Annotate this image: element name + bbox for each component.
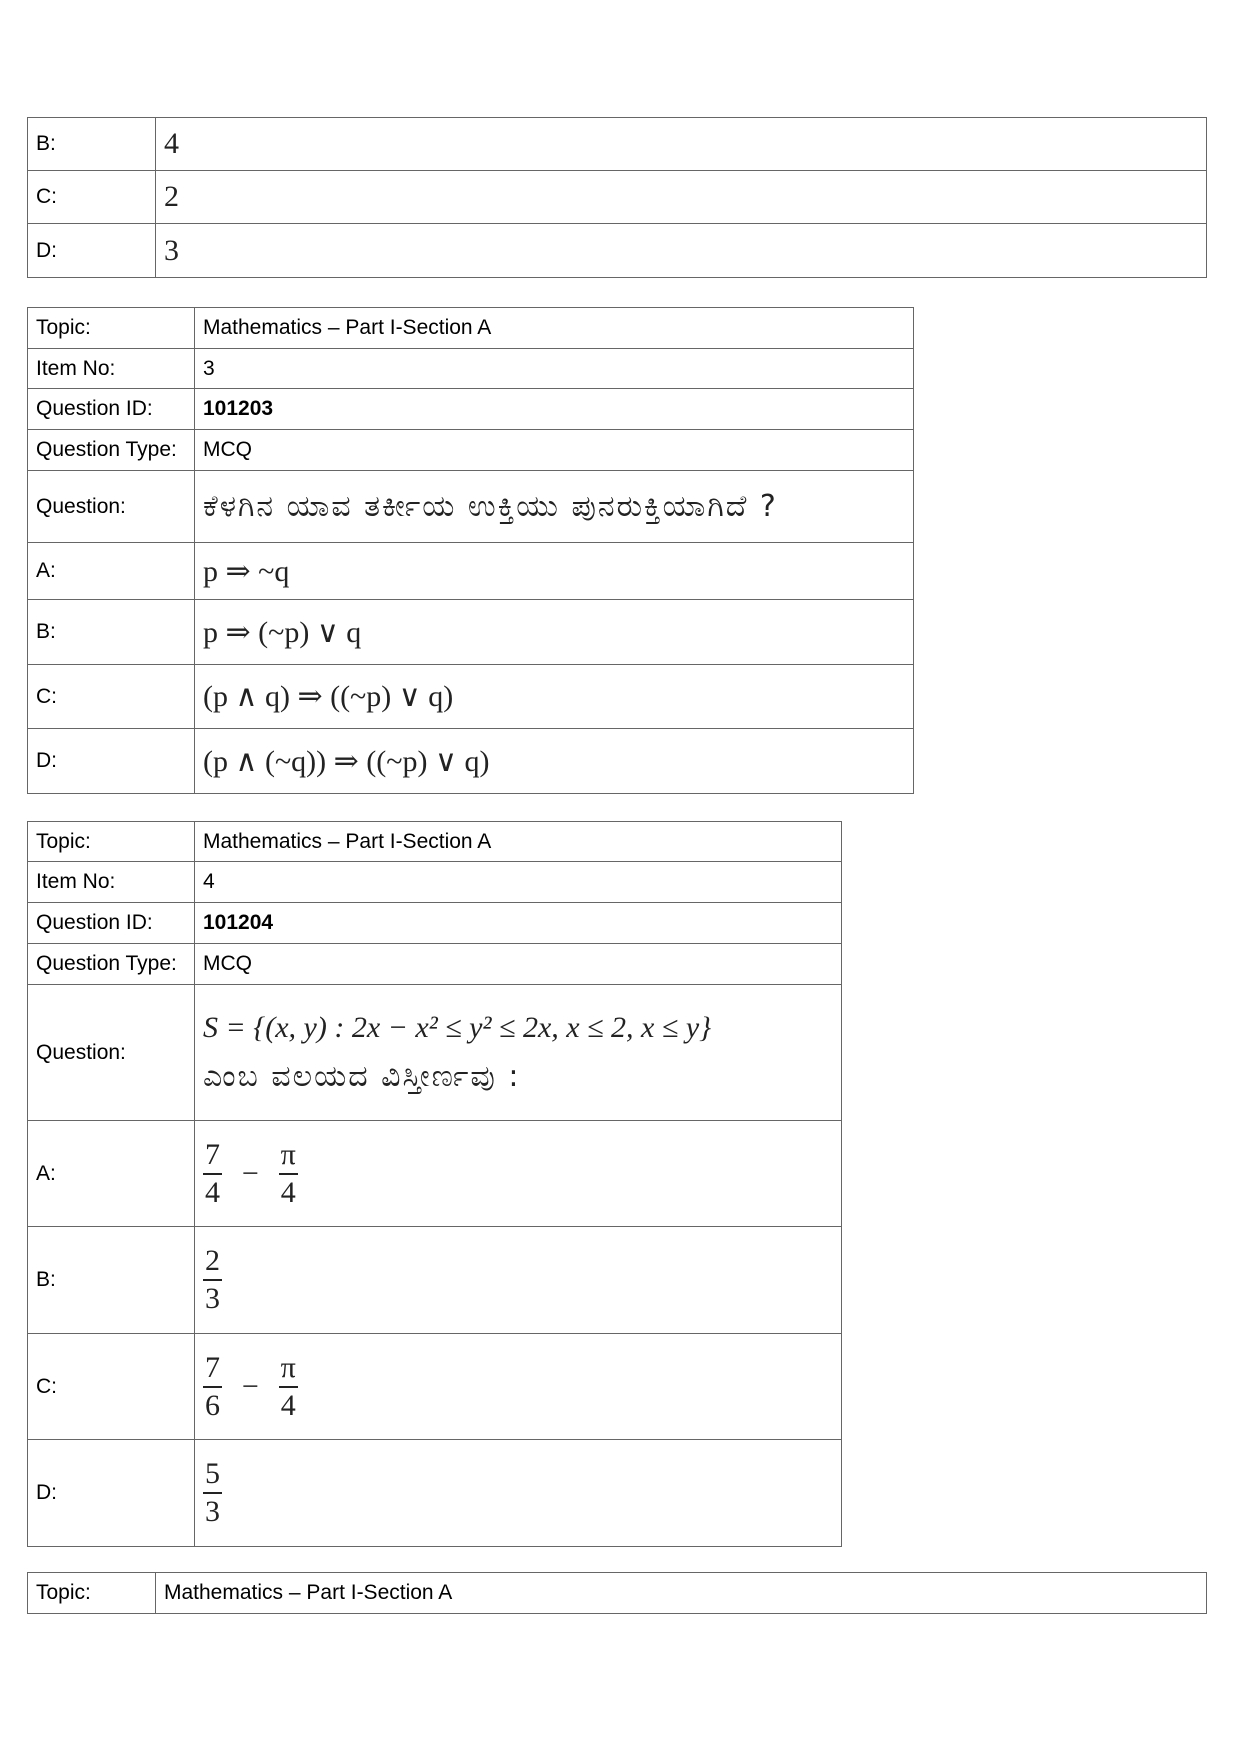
option-label: C: xyxy=(28,171,156,224)
question-type-label: Question Type: xyxy=(28,430,195,471)
option-row-c xyxy=(28,665,914,729)
topic-label: Topic: xyxy=(28,1573,156,1614)
topic-value: Mathematics – Part I-Section A xyxy=(195,308,914,349)
question-5-table xyxy=(27,1572,1207,1614)
denominator: 3 xyxy=(205,1282,220,1315)
question-label: Question: xyxy=(28,985,195,1121)
topic-value: Mathematics – Part I-Section A xyxy=(195,822,842,862)
option-value xyxy=(195,1121,842,1227)
minus-sign: − xyxy=(241,1369,259,1403)
option-row-c xyxy=(28,1334,842,1440)
previous-question-options-table xyxy=(27,117,1207,278)
topic-row xyxy=(28,822,842,862)
option-label: A: xyxy=(28,543,195,600)
topic-row xyxy=(28,308,914,349)
question-id-label: Question ID: xyxy=(28,903,195,944)
item-no-row xyxy=(28,349,914,389)
question-text: ಎಂಬ ವಲಯದ ವಿಸ್ತೀರ್ಣವು : xyxy=(203,1059,521,1094)
item-no-value: 4 xyxy=(195,862,842,903)
numerator: 7 xyxy=(203,1350,222,1388)
question-set-definition: S = {(x, y) : 2x − x² ≤ y² ≤ 2x, x ≤ 2, x ≤ y} xyxy=(203,1011,712,1044)
option-label: B: xyxy=(28,1227,195,1334)
option-value xyxy=(195,1440,842,1547)
item-no-row xyxy=(28,862,842,903)
option-value xyxy=(195,1334,842,1440)
question-id-value: 101204 xyxy=(195,903,842,944)
question-label: Question: xyxy=(28,471,195,543)
question-type-value: MCQ xyxy=(195,430,914,471)
option-value: 4 xyxy=(156,118,1207,171)
option-value: (p ∧ (~q)) ⇒ ((~p) ∨ q) xyxy=(195,729,914,794)
question-type-row xyxy=(28,430,914,471)
numerator: π xyxy=(279,1137,298,1175)
denominator: 3 xyxy=(205,1495,220,1528)
fraction xyxy=(203,1137,222,1211)
item-no-value: 3 xyxy=(195,349,914,389)
option-value: (p ∧ q) ⇒ ((~p) ∨ q) xyxy=(195,665,914,729)
option-label: D: xyxy=(28,1440,195,1547)
question-row xyxy=(28,471,914,543)
numerator: π xyxy=(279,1350,298,1388)
question-4-table xyxy=(27,821,842,1547)
option-label: D: xyxy=(28,729,195,794)
item-no-label: Item No: xyxy=(28,862,195,903)
option-row-b xyxy=(28,600,914,665)
topic-label: Topic: xyxy=(28,308,195,349)
option-label: B: xyxy=(28,118,156,171)
option-value: 3 xyxy=(156,224,1207,278)
numerator: 2 xyxy=(203,1243,222,1281)
fraction xyxy=(203,1350,222,1424)
question-type-value: MCQ xyxy=(195,944,842,985)
question-3-table xyxy=(27,307,914,794)
minus-sign: − xyxy=(241,1156,259,1190)
item-no-label: Item No: xyxy=(28,349,195,389)
question-type-row xyxy=(28,944,842,985)
question-id-value: 101203 xyxy=(195,389,914,430)
option-row-a xyxy=(28,1121,842,1227)
option-row-d xyxy=(28,224,1207,278)
fraction xyxy=(279,1350,298,1424)
option-value: 2 xyxy=(156,171,1207,224)
option-row-d xyxy=(28,1440,842,1547)
numerator: 5 xyxy=(203,1456,222,1494)
topic-value: Mathematics – Part I-Section A xyxy=(156,1573,1207,1614)
denominator: 6 xyxy=(205,1388,220,1422)
option-row-a xyxy=(28,543,914,600)
option-label: D: xyxy=(28,224,156,278)
question-text: ಕೆಳಗಿನ ಯಾವ ತರ್ಕೀಯ ಉಕ್ತಿಯು ಪುನರುಕ್ತಿಯಾಗಿದೆ ? xyxy=(195,471,914,543)
option-row-d xyxy=(28,729,914,794)
option-value: p ⇒ ~q xyxy=(195,543,914,600)
option-value xyxy=(195,1227,842,1334)
option-label: B: xyxy=(28,600,195,665)
question-id-label: Question ID: xyxy=(28,389,195,430)
option-label: A: xyxy=(28,1121,195,1227)
question-type-label: Question Type: xyxy=(28,944,195,985)
topic-row xyxy=(28,1573,1207,1614)
topic-label: Topic: xyxy=(28,822,195,862)
fraction xyxy=(203,1243,222,1317)
option-label: C: xyxy=(28,665,195,729)
denominator: 4 xyxy=(280,1175,296,1209)
option-value: p ⇒ (~p) ∨ q xyxy=(195,600,914,665)
question-cell xyxy=(195,985,842,1121)
denominator: 4 xyxy=(205,1175,220,1209)
option-label: C: xyxy=(28,1334,195,1440)
option-row-b xyxy=(28,118,1207,171)
option-row-b xyxy=(28,1227,842,1334)
denominator: 4 xyxy=(280,1388,296,1422)
fraction xyxy=(203,1456,222,1530)
option-row-c xyxy=(28,171,1207,224)
numerator: 7 xyxy=(203,1137,222,1175)
question-id-row xyxy=(28,903,842,944)
fraction xyxy=(279,1137,298,1211)
question-row xyxy=(28,985,842,1121)
question-id-row xyxy=(28,389,914,430)
